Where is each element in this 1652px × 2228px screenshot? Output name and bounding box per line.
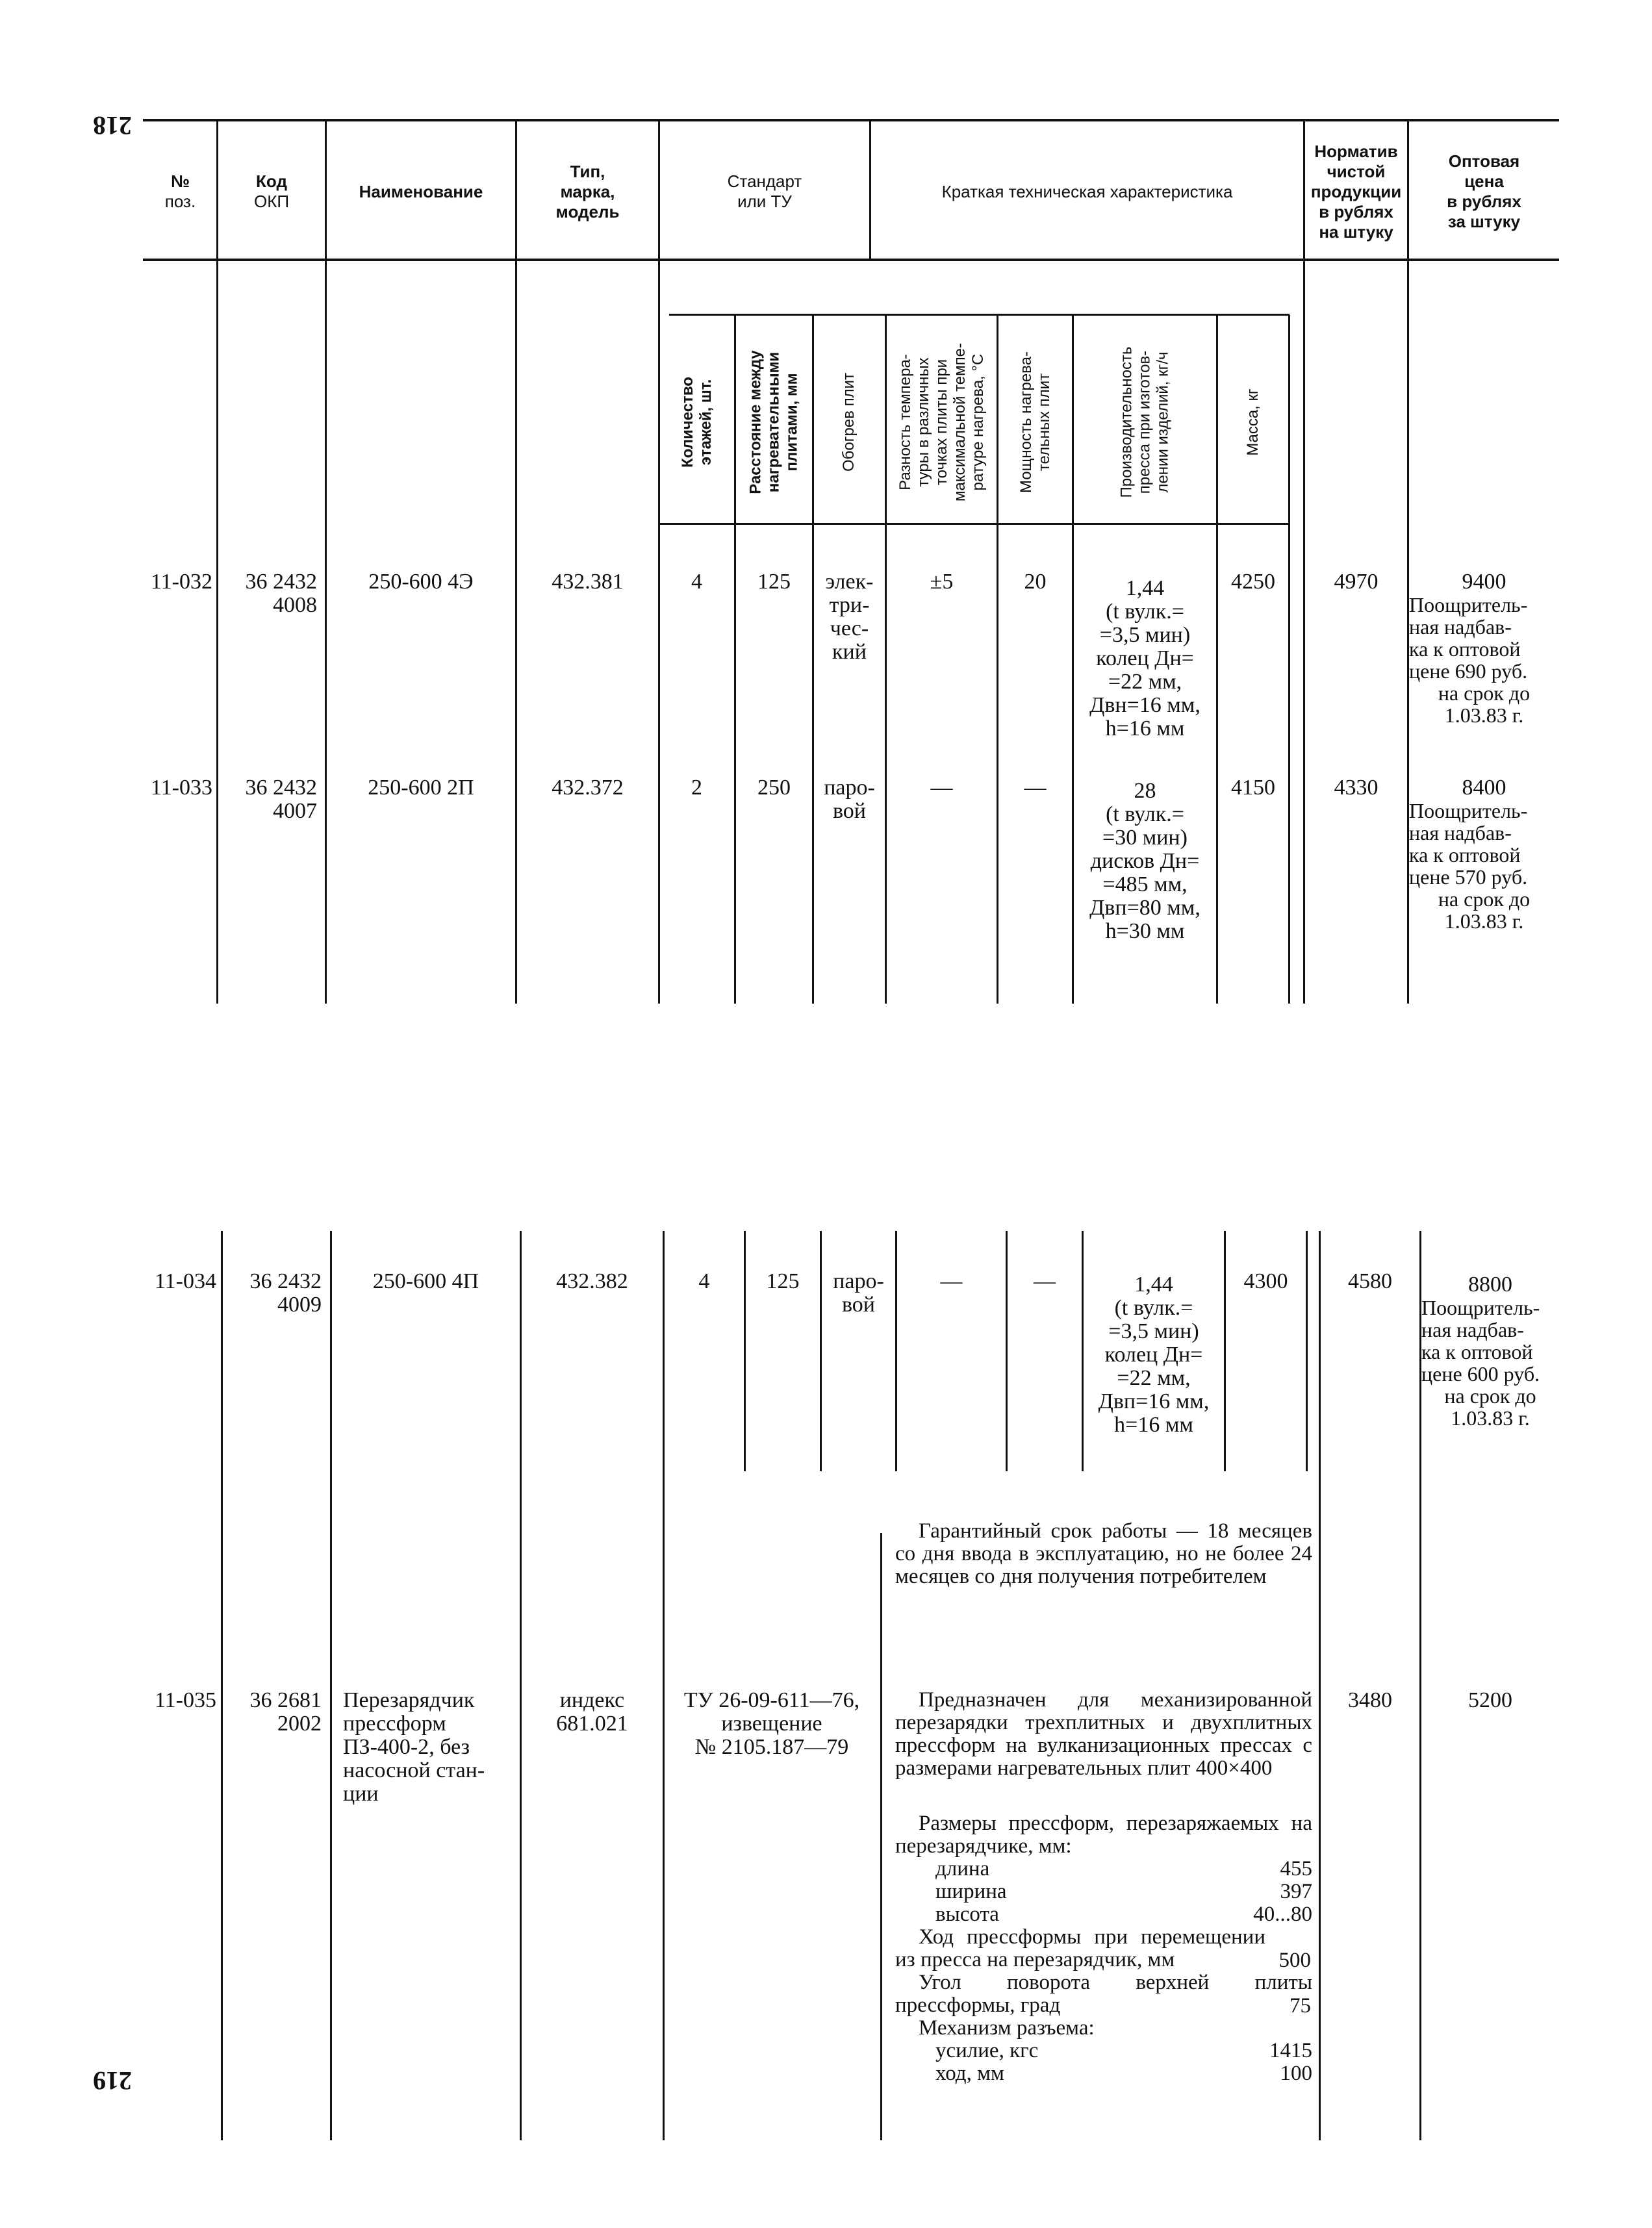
column-rule: [1288, 315, 1290, 1004]
column-rule: [1306, 1231, 1308, 1471]
column-rule: [216, 260, 218, 1004]
stroke-value: 500: [1278, 1949, 1311, 1972]
row-productivity: 1,44 (t вулк.= =3,5 мин) колец Дн= =22 мм, Двп=16 мм, h=16 мм: [1098, 1272, 1210, 1437]
column-rule: [330, 1231, 332, 2140]
row-standard: ТУ 26-09-611—76, извещение № 2105.187—79: [683, 1688, 860, 1759]
row-pos: 11-035: [154, 1688, 216, 1712]
row-productivity: 1,44 (t вулк.= =3,5 мин) колец Дн= =22 мм, Двн=16 мм, h=16 мм: [1089, 576, 1201, 741]
column-rule: [1006, 1231, 1008, 1471]
mech-param: ход, мм 100: [935, 2062, 1312, 2085]
mech-param: усилие, кгс 1415: [935, 2039, 1312, 2062]
sizes-title: Размеры прессформ, перезаряжаемых на перезарядчике, мм:: [895, 1812, 1312, 1858]
row-code: 36 2681 2002: [249, 1688, 322, 1736]
row-name: 250-600 4Э: [368, 570, 474, 594]
row-name: 250-600 4П: [372, 1269, 479, 1293]
page-number-top: 218: [93, 111, 132, 140]
column-rule: [663, 1231, 665, 2140]
column-rule: [1319, 1231, 1321, 2140]
stroke-text: Ход прессформы при перемещении из пресса на перезарядчик, мм: [895, 1925, 1265, 1971]
row-code: 36 2432 4008: [245, 570, 317, 617]
row-distance: 125: [766, 1269, 800, 1293]
header-name: Наименование: [359, 181, 483, 201]
row-heating: элек- три- чес- кий: [825, 570, 874, 664]
row-price: 8800 Поощритель- ная надбав- ка к оптовой цене 600 руб. на срок до 1.03.83 г.: [1421, 1272, 1540, 1430]
row-norm: 3480: [1348, 1688, 1392, 1712]
row-temp-diff: —: [930, 776, 953, 800]
row-pos: 11-032: [150, 570, 212, 594]
mech-title: Механизм разъема:: [919, 2016, 1095, 2040]
subheader-heating: Обогрев плит: [840, 372, 858, 472]
column-rule: [1303, 260, 1305, 1004]
row-heating: паро- вой: [824, 776, 875, 823]
header-top-rule: [143, 119, 1559, 121]
row-code: 36 2432 4009: [249, 1269, 322, 1317]
row-mass: 4150: [1231, 776, 1275, 800]
header-tech: Краткая техническая характеристика: [941, 181, 1233, 201]
row-temp-diff: ±5: [930, 570, 954, 594]
warranty-note: Гарантийный срок работы — 18 месяцев со дня ввода в эксплуатацию, но не более 24 месяцев со дня получения потребителем: [895, 1519, 1312, 1588]
row-code: 36 2432 4007: [245, 776, 317, 823]
header-code: Код ОКП: [253, 171, 290, 211]
column-rule: [880, 1533, 882, 2140]
row-power: —: [1034, 1269, 1056, 1293]
header-pos: № поз.: [164, 171, 196, 211]
row-type: индекс 681.021: [556, 1688, 628, 1736]
page-number-bottom: 219: [93, 2066, 132, 2095]
row-type: 432.382: [556, 1269, 628, 1293]
row-norm: 4970: [1334, 570, 1379, 594]
size-param: длина 455: [935, 1857, 1312, 1880]
header-norm: Норматив чистой продукции в рублях на штуку: [1310, 141, 1402, 242]
header-standard: Стандарт или ТУ: [727, 171, 802, 211]
subheader-mass: Масса, кг: [1243, 388, 1262, 456]
row-pos: 11-034: [154, 1269, 216, 1293]
column-rule: [895, 1231, 897, 1471]
row-mass: 4300: [1243, 1269, 1288, 1293]
row-productivity: 28 (t вулк.= =30 мин) дисков Дн= =485 мм, Двп=80 мм, h=30 мм: [1089, 779, 1201, 943]
row-name: Перезарядчик прессформ ПЗ-400-2, без насосной стан- ции: [343, 1688, 485, 1806]
row-distance: 125: [757, 570, 791, 594]
size-param: высота 40...80: [935, 1903, 1312, 1926]
subheader-floors: Количество этажей, шт.: [678, 377, 715, 468]
row-type: 432.381: [552, 570, 624, 594]
subheader-distance: Расстояние между нагревательными плитами, мм: [746, 350, 801, 494]
row-price: 5200: [1468, 1688, 1512, 1712]
row-power: 20: [1024, 570, 1047, 594]
row-price: 9400 Поощритель- ная надбав- ка к оптовой цене 690 руб. на срок до 1.03.83 г.: [1409, 570, 1531, 727]
header-price: Оптовая цена в рублях за штуку: [1447, 151, 1521, 231]
row-price: 8400 Поощритель- ная надбав- ка к оптовой цене 570 руб. на срок до 1.03.83 г.: [1409, 776, 1531, 933]
row-distance: 250: [757, 776, 791, 800]
row-floors: 4: [691, 570, 702, 594]
column-rule: [744, 1231, 746, 1471]
row-power: —: [1024, 776, 1047, 800]
subheader-temp-diff: Разность темпера- туры в различных точках плиты при максимальной темпе- ратуре нагрева, °С: [896, 343, 987, 501]
row-name: 250-600 2П: [368, 776, 474, 800]
subheader-productivity: Производительность пресса при изготов- лении изделий, кг/ч: [1117, 346, 1172, 498]
size-param: ширина 397: [935, 1880, 1312, 1903]
column-rule: [515, 260, 517, 1004]
column-rule: [221, 1231, 223, 2140]
column-rule: [820, 1231, 822, 1471]
row-floors: 2: [691, 776, 702, 800]
angle-value: 75: [1290, 1994, 1311, 2018]
row-norm: 4580: [1348, 1269, 1392, 1293]
row-description: Предназначен для механизированной перезарядки трехплитных и двухплитных прессформ на вулканизационных прессах с размерами нагревательных плит 400×400: [895, 1688, 1312, 1780]
column-rule: [1224, 1231, 1226, 1471]
row-heating: паро- вой: [833, 1269, 884, 1317]
row-temp-diff: —: [940, 1269, 963, 1293]
row-type: 432.372: [552, 776, 624, 800]
column-rule: [520, 1231, 522, 2140]
column-rule: [325, 260, 327, 1004]
header-type: Тип, марка, модель: [555, 161, 620, 222]
angle-text: Угол поворота верхней плиты прессформы, град: [895, 1971, 1312, 2017]
row-pos: 11-033: [150, 776, 212, 800]
subheader-power: Мощность нагрева- тельных плит: [1017, 351, 1053, 493]
row-mass: 4250: [1231, 570, 1275, 594]
row-norm: 4330: [1334, 776, 1379, 800]
row-floors: 4: [698, 1269, 710, 1293]
